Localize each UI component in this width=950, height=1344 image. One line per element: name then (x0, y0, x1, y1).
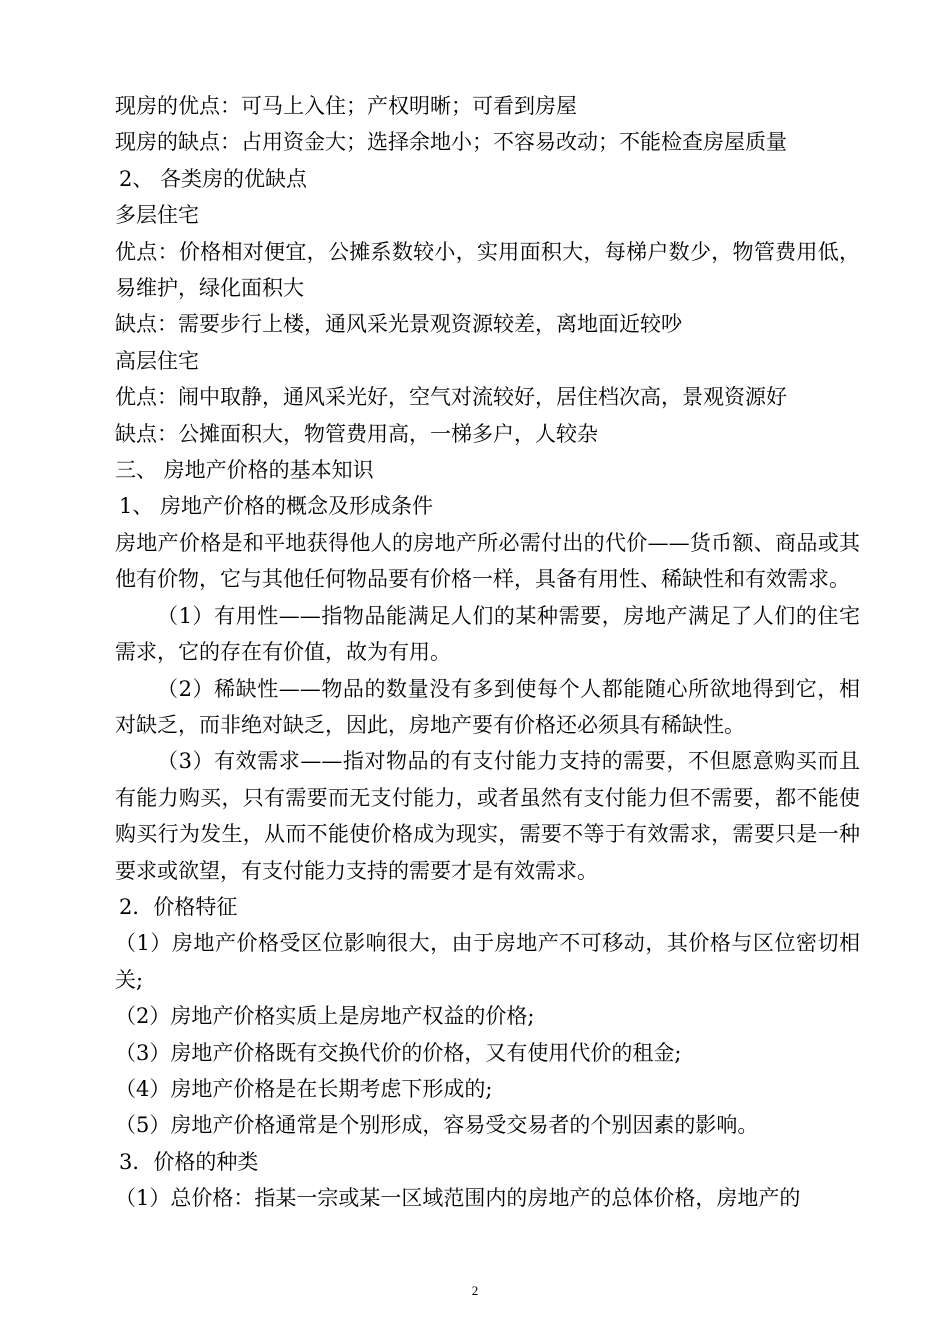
paragraph-current-house-pros: 现房的优点：可马上入住；产权明晰；可看到房屋 (115, 94, 577, 118)
subheading-price-concept: 1、 房地产价格的概念及形成条件 (119, 494, 434, 519)
subheading-highrise: 高层住宅 (115, 348, 199, 373)
paragraph-effective-demand: （3）有效需求——指对物品的有支付能力支持的需要，不但愿意购买而且有能力购买，只有需要而无支付能力，或者虽然有支付能力但不需要，都不能使购买行为发生，从而不能使价格成为现实，需要不等于有效需求，需要只是一种要求或欲望，有支付能力支持的需要才是有效需求。 (115, 749, 860, 883)
section-heading-house-types: 2、 各类房的优缺点 (119, 166, 308, 191)
list-item-feature-4: （4）房地产价格是在长期考虑下形成的; (115, 1076, 493, 1101)
paragraph-multistory-pros: 优点：价格相对便宜，公摊系数较小，实用面积大，每梯户数少，物管费用低，易维护，绿化面积大 (115, 239, 860, 301)
paragraph-usefulness: （1）有用性——指物品能满足人们的某种需要，房地产满足了人们的住宅需求，它的存在有价值，故为有用。 (115, 603, 860, 665)
list-item-feature-1: （1）房地产价格受区位影响很大，由于房地产不可移动，其价格与区位密切相关; (115, 931, 860, 992)
paragraph-scarcity: （2）稀缺性——物品的数量没有多到使每个人都能随心所欲地得到它，相对缺乏，而非绝对缺乏，因此，房地产要有价格还必须具有稀缺性。 (115, 676, 860, 737)
paragraph-current-house-cons: 现房的缺点：占用资金大；选择余地小；不容易改动；不能检查房屋质量 (115, 130, 787, 155)
paragraph-highrise-cons: 缺点：公摊面积大，物管费用高，一梯多户，人较杂 (115, 421, 598, 446)
subheading-price-features: 2．价格特征 (119, 894, 238, 919)
list-item-total-price: （1）总价格：指某一宗或某一区域范围内的房地产的总体价格，房地产的 (115, 1186, 801, 1211)
section-heading-price-basics: 三、 房地产价格的基本知识 (115, 458, 374, 483)
list-item-feature-5: （5）房地产价格通常是个别形成，容易受交易者的个别因素的影响。 (115, 1113, 759, 1138)
paragraph-multistory-cons: 缺点：需要步行上楼，通风采光景观资源较差，离地面近较吵 (115, 312, 682, 337)
paragraph-price-definition: 房地产价格是和平地获得他人的房地产所必需付出的代价——货币额、商品或其他有价物，它与其他任何物品要有价格一样，具备有用性、稀缺性和有效需求。 (115, 530, 860, 592)
list-item-feature-2: （2）房地产价格实质上是房地产权益的价格; (115, 1004, 535, 1029)
list-item-feature-3: （3）房地产价格既有交换代价的价格，又有使用代价的租金; (115, 1040, 682, 1065)
page-number: 2 (471, 1283, 479, 1298)
subheading-multistory: 多层住宅 (115, 203, 199, 228)
subheading-price-types: 3．价格的种类 (119, 1149, 259, 1174)
document-body (115, 88, 860, 1217)
paragraph-highrise-pros: 优点：闹中取静，通风采光好，空气对流较好，居住档次高，景观资源好 (115, 385, 787, 410)
